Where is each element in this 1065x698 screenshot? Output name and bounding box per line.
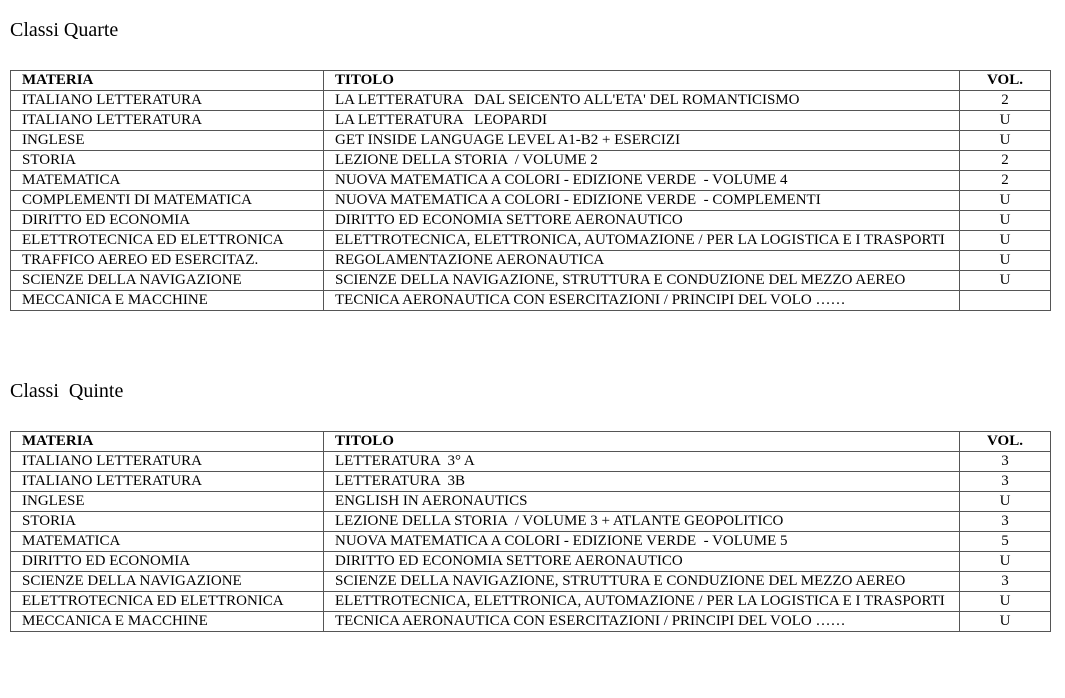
table-row	[11, 211, 1051, 231]
materia-cell: COMPLEMENTI DI MATEMATICA	[11, 191, 324, 211]
titolo-cell: REGOLAMENTAZIONE AERONAUTICA	[324, 251, 960, 271]
table-row	[11, 552, 1051, 572]
header-materia: MATERIA	[11, 432, 324, 452]
table-row	[11, 91, 1051, 111]
vol-cell: 2	[960, 171, 1051, 191]
table-row	[11, 271, 1051, 291]
materia-cell: ITALIANO LETTERATURA	[11, 472, 324, 492]
materia-cell: DIRITTO ED ECONOMIA	[11, 211, 324, 231]
titolo-cell: ELETTROTECNICA, ELETTRONICA, AUTOMAZIONE / PER LA LOGISTICA E I TRASPORTI	[324, 592, 960, 612]
materia-cell: ELETTROTECNICA ED ELETTRONICA	[11, 592, 324, 612]
titolo-cell: ENGLISH IN AERONAUTICS	[324, 492, 960, 512]
vol-cell: 3	[960, 572, 1051, 592]
table-row	[11, 291, 1051, 311]
vol-cell: 3	[960, 472, 1051, 492]
header-titolo: TITOLO	[324, 71, 960, 91]
titolo-cell: GET INSIDE LANGUAGE LEVEL A1-B2 + ESERCIZI	[324, 131, 960, 151]
materia-cell: ITALIANO LETTERATURA	[11, 91, 324, 111]
vol-cell: U	[960, 592, 1051, 612]
table-row	[11, 592, 1051, 612]
materia-cell: DIRITTO ED ECONOMIA	[11, 552, 324, 572]
titolo-cell: TECNICA AERONAUTICA CON ESERCITAZIONI / PRINCIPI DEL VOLO ……	[324, 291, 960, 311]
titolo-cell: LETTERATURA 3B	[324, 472, 960, 492]
materia-cell: MATEMATICA	[11, 532, 324, 552]
materia-cell: ITALIANO LETTERATURA	[11, 452, 324, 472]
vol-cell	[960, 291, 1051, 311]
materia-cell: SCIENZE DELLA NAVIGAZIONE	[11, 572, 324, 592]
vol-cell: 3	[960, 452, 1051, 472]
header-vol: VOL.	[960, 432, 1051, 452]
titolo-cell: NUOVA MATEMATICA A COLORI - EDIZIONE VERDE - COMPLEMENTI	[324, 191, 960, 211]
header-materia: MATERIA	[11, 71, 324, 91]
titolo-cell: NUOVA MATEMATICA A COLORI - EDIZIONE VERDE - VOLUME 4	[324, 171, 960, 191]
vol-cell: 5	[960, 532, 1051, 552]
vol-cell: 2	[960, 91, 1051, 111]
materia-cell: TRAFFICO AEREO ED ESERCITAZ.	[11, 251, 324, 271]
titolo-cell: LEZIONE DELLA STORIA / VOLUME 2	[324, 151, 960, 171]
vol-cell: U	[960, 131, 1051, 151]
titolo-cell: SCIENZE DELLA NAVIGAZIONE, STRUTTURA E CONDUZIONE DEL MEZZO AEREO	[324, 572, 960, 592]
materia-cell: SCIENZE DELLA NAVIGAZIONE	[11, 271, 324, 291]
materia-cell: MECCANICA E MACCHINE	[11, 291, 324, 311]
table-header-row	[11, 71, 1051, 91]
titolo-cell: LA LETTERATURA DAL SEICENTO ALL'ETA' DEL ROMANTICISMO	[324, 91, 960, 111]
vol-cell: U	[960, 552, 1051, 572]
booklist-table-quinte	[10, 431, 1051, 632]
table-row	[11, 191, 1051, 211]
materia-cell: INGLESE	[11, 492, 324, 512]
vol-cell: U	[960, 492, 1051, 512]
booklist-table-quarte	[10, 70, 1051, 311]
materia-cell: ELETTROTECNICA ED ELETTRONICA	[11, 231, 324, 251]
table-row	[11, 111, 1051, 131]
section-title-quarte: Classi Quarte	[10, 19, 119, 41]
titolo-cell: TECNICA AERONAUTICA CON ESERCITAZIONI / PRINCIPI DEL VOLO ……	[324, 612, 960, 632]
section-title-quinte: Classi Quinte	[10, 380, 124, 402]
titolo-cell: DIRITTO ED ECONOMIA SETTORE AERONAUTICO	[324, 552, 960, 572]
table-row	[11, 512, 1051, 532]
titolo-cell: SCIENZE DELLA NAVIGAZIONE, STRUTTURA E CONDUZIONE DEL MEZZO AEREO	[324, 271, 960, 291]
table-row	[11, 472, 1051, 492]
table-header-row	[11, 432, 1051, 452]
vol-cell: U	[960, 251, 1051, 271]
table-row	[11, 452, 1051, 472]
vol-cell: U	[960, 191, 1051, 211]
titolo-cell: LETTERATURA 3° A	[324, 452, 960, 472]
vol-cell: 3	[960, 512, 1051, 532]
table-row	[11, 612, 1051, 632]
materia-cell: MECCANICA E MACCHINE	[11, 612, 324, 632]
titolo-cell: ELETTROTECNICA, ELETTRONICA, AUTOMAZIONE / PER LA LOGISTICA E I TRASPORTI	[324, 231, 960, 251]
table-row	[11, 572, 1051, 592]
header-vol: VOL.	[960, 71, 1051, 91]
titolo-cell: LEZIONE DELLA STORIA / VOLUME 3 + ATLANTE GEOPOLITICO	[324, 512, 960, 532]
table-row	[11, 251, 1051, 271]
vol-cell: U	[960, 271, 1051, 291]
table-row	[11, 151, 1051, 171]
vol-cell: U	[960, 211, 1051, 231]
materia-cell: INGLESE	[11, 131, 324, 151]
materia-cell: STORIA	[11, 151, 324, 171]
table-row	[11, 131, 1051, 151]
table-row	[11, 492, 1051, 512]
header-titolo: TITOLO	[324, 432, 960, 452]
titolo-cell: NUOVA MATEMATICA A COLORI - EDIZIONE VERDE - VOLUME 5	[324, 532, 960, 552]
titolo-cell: LA LETTERATURA LEOPARDI	[324, 111, 960, 131]
vol-cell: U	[960, 612, 1051, 632]
table-row	[11, 231, 1051, 251]
vol-cell: U	[960, 111, 1051, 131]
materia-cell: MATEMATICA	[11, 171, 324, 191]
table-row	[11, 532, 1051, 552]
materia-cell: ITALIANO LETTERATURA	[11, 111, 324, 131]
vol-cell: 2	[960, 151, 1051, 171]
table-row	[11, 171, 1051, 191]
materia-cell: STORIA	[11, 512, 324, 532]
titolo-cell: DIRITTO ED ECONOMIA SETTORE AERONAUTICO	[324, 211, 960, 231]
vol-cell: U	[960, 231, 1051, 251]
